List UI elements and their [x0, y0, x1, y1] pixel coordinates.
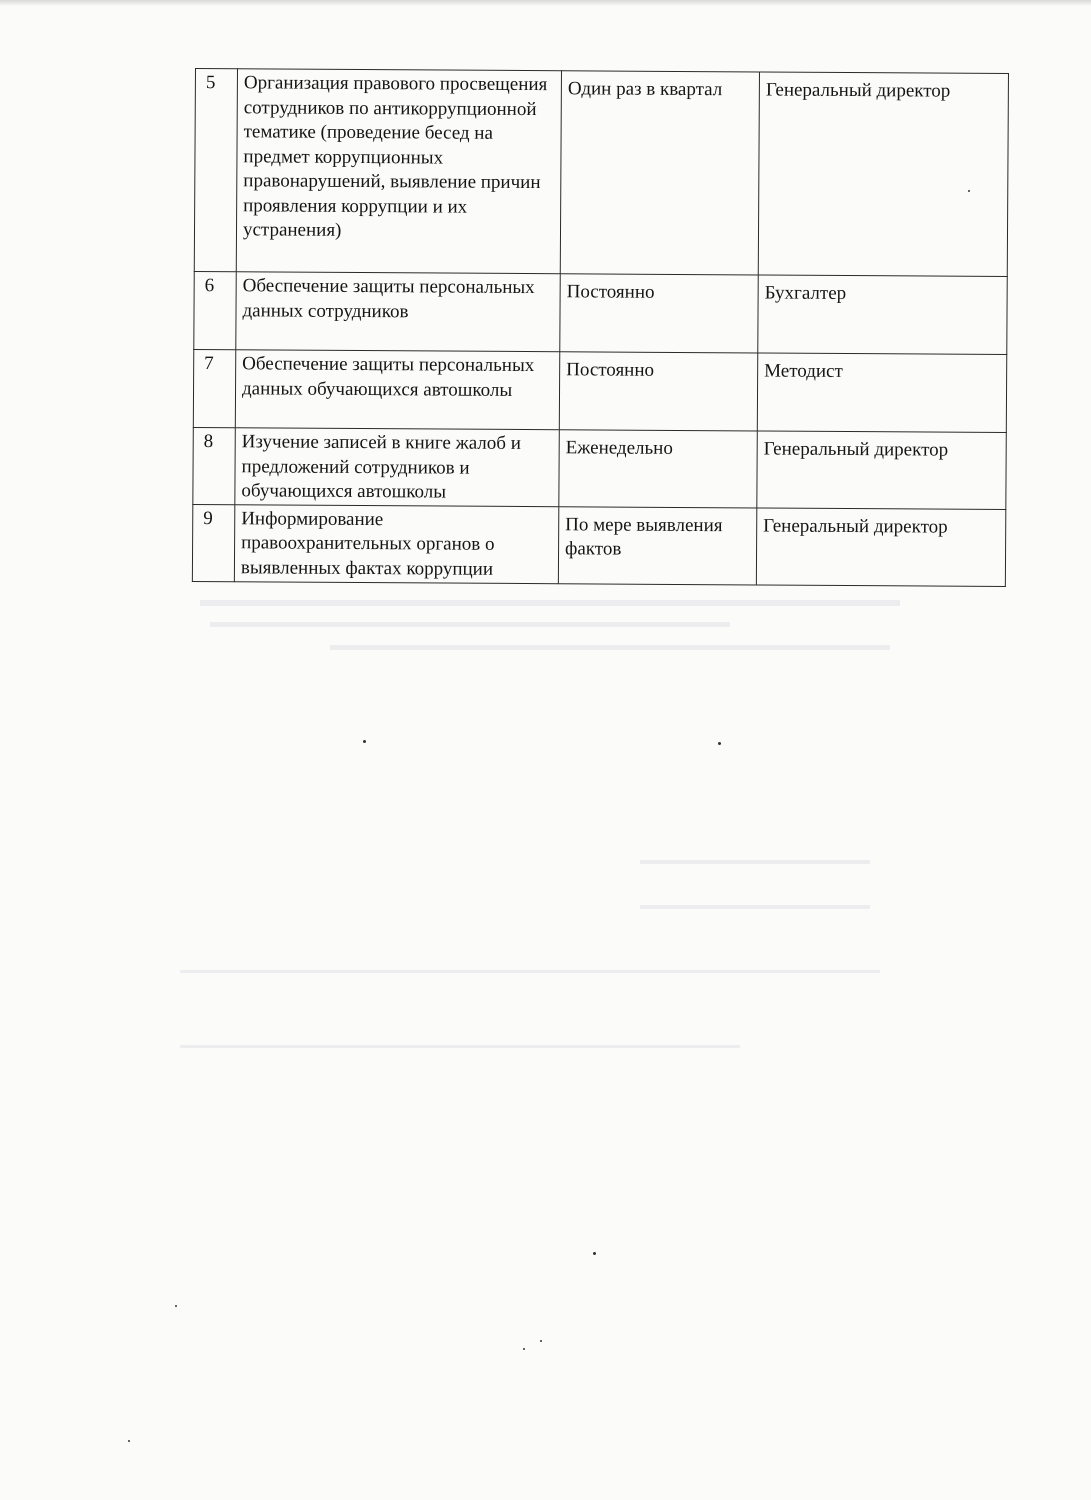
- measure-responsible: Генеральный директор: [758, 72, 1008, 277]
- bleed-through-mark: [200, 600, 900, 606]
- measure-term: Еженедельно: [559, 430, 757, 508]
- measure-responsible: Методист: [757, 353, 1006, 433]
- scan-speck: [593, 1252, 596, 1255]
- measure-term: Постоянно: [559, 352, 757, 431]
- measure-responsible: Бухгалтер: [758, 275, 1007, 355]
- measures-table: [192, 68, 1009, 586]
- row-number: 8: [193, 427, 235, 504]
- row-number: 6: [194, 271, 236, 349]
- measure-responsible: Генеральный директор: [756, 507, 1005, 586]
- measure-description: Изучение записей в книге жалоб и предложений сотрудников и обучающихся автошколы: [235, 428, 559, 506]
- scan-speck: [718, 742, 721, 745]
- measure-description: Организация правового просвещения сотрудников по антикоррупционной тематике (проведение бесед на предмет коррупционных правонарушений, выявление причин проявления коррупции и их устранения): [236, 69, 561, 274]
- table-row: [193, 427, 1006, 508]
- measure-responsible: Генеральный директор: [757, 431, 1006, 509]
- measure-description: Обеспечение защиты персональных данных обучающихся автошколы: [235, 350, 559, 430]
- scan-speck: [968, 190, 970, 192]
- table-row: [192, 504, 1005, 586]
- scan-speck: [540, 1340, 542, 1342]
- bleed-through-mark: [640, 860, 870, 864]
- bleed-through-mark: [210, 622, 730, 627]
- bleed-through-mark: [180, 970, 880, 973]
- measure-description: Информирование правоохранительных органов о выявленных фактах коррупции: [234, 504, 558, 583]
- scan-speck: [523, 1348, 525, 1350]
- scan-speck: [128, 1440, 130, 1442]
- measure-description: Обеспечение защиты персональных данных сотрудников: [236, 272, 560, 352]
- row-number: 7: [193, 349, 235, 427]
- measures-table-container: [192, 68, 1009, 586]
- measure-term: Постоянно: [560, 274, 758, 353]
- table-row: [194, 69, 1008, 277]
- row-number: 5: [194, 69, 237, 272]
- measure-term: По мере выявления фактов: [558, 506, 756, 584]
- bleed-through-mark: [330, 645, 890, 650]
- measure-term: Один раз в квартал: [560, 71, 759, 275]
- table-row: [194, 271, 1007, 354]
- table-row: [193, 349, 1006, 432]
- scan-speck: [363, 740, 366, 743]
- scan-top-edge: [0, 0, 1091, 6]
- scan-speck: [175, 1305, 177, 1307]
- bleed-through-mark: [180, 1045, 740, 1048]
- row-number: 9: [192, 504, 234, 581]
- bleed-through-mark: [640, 905, 870, 909]
